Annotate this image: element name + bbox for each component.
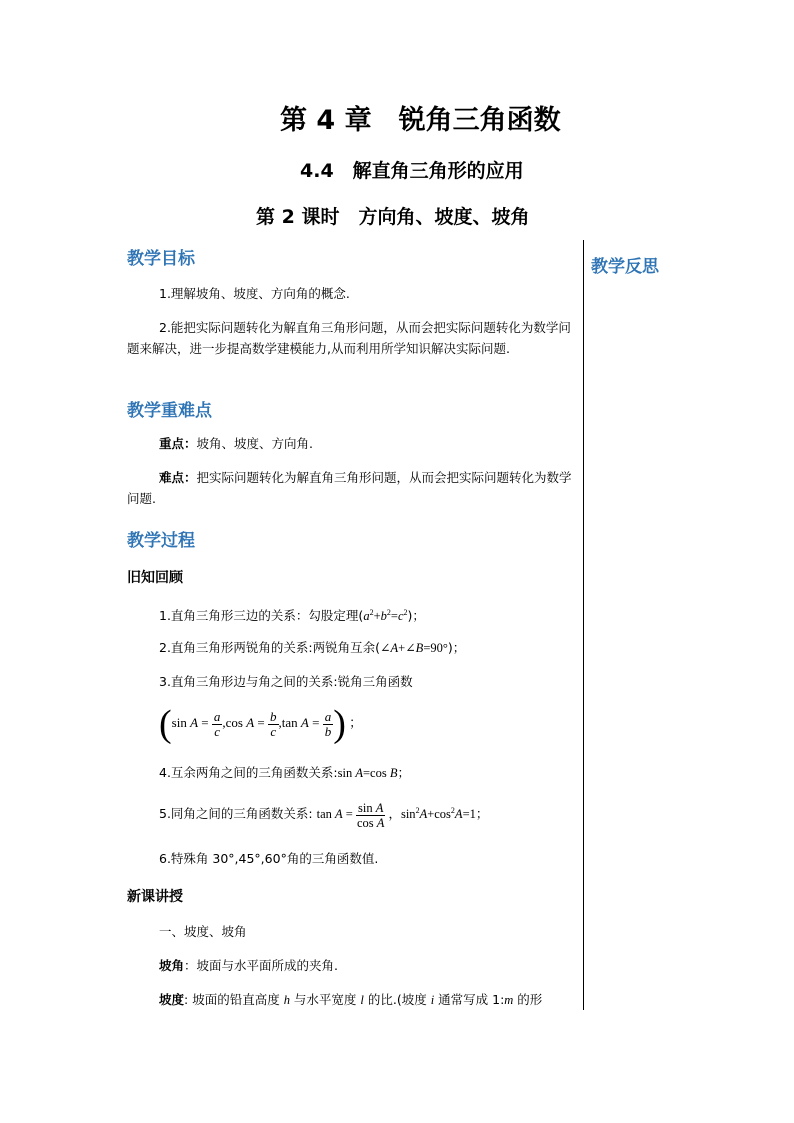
key-point (127, 433, 577, 454)
column-divider (583, 240, 584, 1010)
review-item-5: 5.同角之间的三角函数关系: tan A = $\frac{\text{sin A}}{\text{cos A}}$ ，$\sin^2A+\cos^2A=1$； (159, 800, 489, 830)
process-heading: 教学过程 (127, 531, 195, 551)
key-points-heading: 教学重难点 (127, 401, 212, 421)
section-title: 4.4 解直角三角形的应用 (300, 160, 524, 182)
review-item-4: 4.互余两角之间的三角函数关系:sin A=cos B； (159, 765, 410, 780)
slope-angle-def: 坡角：坡面与水平面所成的夹角. (159, 958, 338, 973)
new-lesson-heading: 新课讲授 (127, 889, 183, 905)
lesson-title: 第 2 课时 方向角、坡度、坡角 (256, 206, 530, 228)
objectives-heading: 教学目标 (127, 249, 195, 269)
difficult-point (127, 467, 577, 509)
new-sub-heading: 一、坡度、坡角 (159, 924, 247, 939)
objective-item: 2.能把实际问题转化为解直角三角形问题，从而会把实际问题转化为数学问题来解决，进一步提高数学建模能力,从而利用所学知识解决实际问题. (127, 320, 571, 356)
reflection-heading: 教学反思 (591, 257, 659, 277)
objective-item: 1.理解坡角、坡度、方向角的概念. (159, 286, 350, 301)
trig-function-formula: (sin A = $\frac{a}{c}$ ,cos A = $\frac{b}{c}$ ,tan A = $\frac{a}{b}$ ) ； (159, 703, 363, 745)
key-text: 坡角、坡度、方向角. (196, 436, 313, 451)
key-label: 重点： (159, 436, 197, 451)
review-item-2: 2.直角三角形两锐角的关系:两锐角互余(∠A+∠B=90°)； (159, 640, 466, 655)
chapter-title: 第 4 章 锐角三角函数 (280, 105, 561, 136)
review-item-1: 1.直角三角形三边的关系：勾股定理$(a^2+b^2=c^2)$； (159, 608, 425, 624)
slope-def: 坡度: 坡面的铅直高度 h 与水平宽度 l 的比.(坡度 i 通常写成 1:m 的形 (159, 992, 543, 1007)
difficult-label: 难点： (159, 470, 197, 485)
review-item-3: 3.直角三角形边与角之间的关系:锐角三角函数 (159, 674, 413, 689)
difficult-text: 把实际问题转化为解直角三角形问题，从而会把实际问题转化为数学问题. (127, 470, 572, 506)
review-heading: 旧知回顾 (127, 570, 183, 586)
review-item-6: 6.特殊角 30°,45°,60°角的三角函数值. (159, 851, 379, 866)
